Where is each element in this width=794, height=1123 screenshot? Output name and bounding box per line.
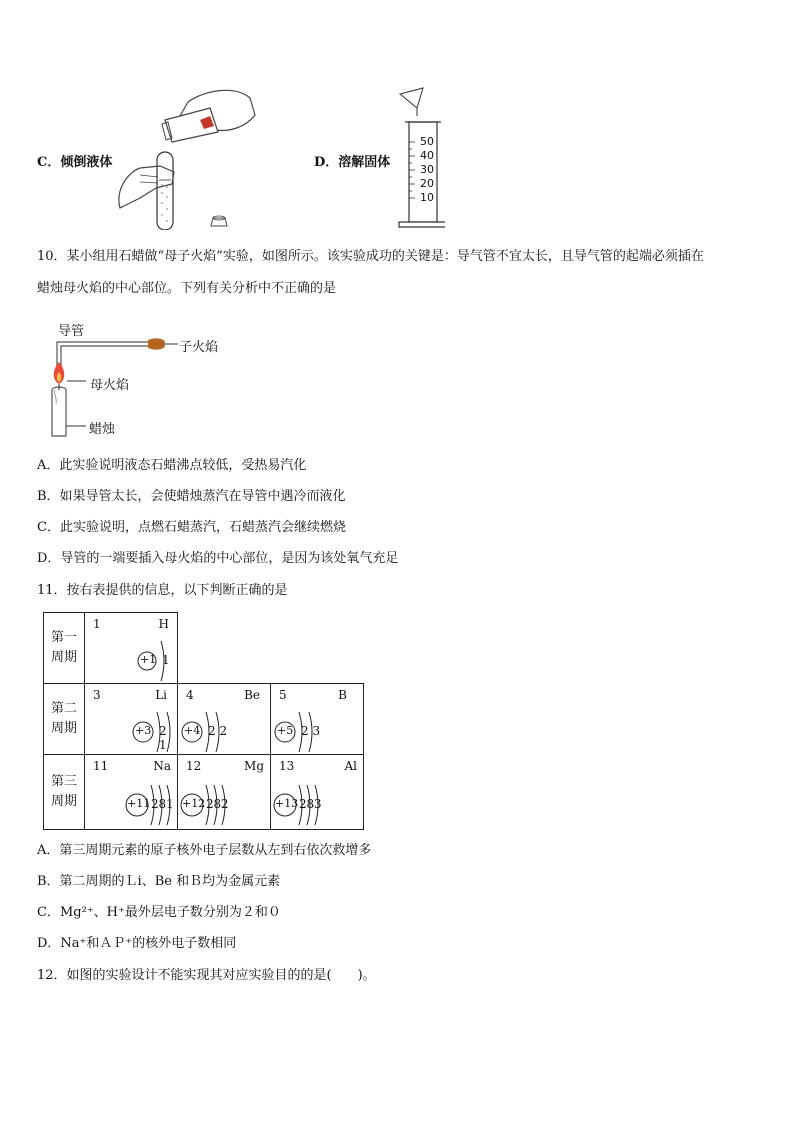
label-child-flame: 子火焰	[179, 340, 219, 355]
tick-50: 50	[420, 135, 434, 148]
q10-option-a: A．此实验说明液态石蜡沸点较低，受热易汽化	[37, 458, 307, 473]
label-mother-flame: 母火焰	[90, 378, 130, 393]
period-2-label: 第二周期	[44, 684, 85, 755]
element-cell-na: 11 Na +11 2 8 1	[85, 755, 178, 830]
tick-30: 30	[420, 163, 434, 176]
tick-40: 40	[420, 149, 434, 162]
option-c-label: C．倾倒液体	[37, 155, 113, 170]
q11-option-c: C．Mg²⁺、H⁺最外层电子数分别为２和０	[37, 905, 281, 920]
q10-option-b: B．如果导管太长，会使蜡烛蒸汽在导管中遇冷而液化	[37, 489, 346, 504]
q11-option-b: B．第二周期的Ｌi、Be 和Ｂ均为金属元素	[37, 874, 281, 889]
element-cell-li: 3 Li +3 2 1	[85, 684, 178, 755]
element-cell-b: 5 B +5 2 3	[271, 684, 364, 755]
q12-stem: 12．如图的实验设计不能实现其对应实验目的的是( )。	[37, 968, 376, 983]
element-cell-be: 4 Be +4 2 2	[178, 684, 271, 755]
tick-20: 20	[420, 177, 434, 190]
label-tube: 导管	[58, 324, 85, 339]
q11-stem: 11．按右表提供的信息，以下判断正确的是	[37, 583, 288, 598]
pouring-liquid-figure	[110, 80, 260, 230]
q11-option-a: A．第三周期元素的原子核外电子层数从左到右依次救增多	[37, 843, 372, 858]
periodic-table	[43, 612, 364, 830]
q10-stem-line2: 蜡烛母火焰的中心部位。下列有关分析中不正确的是	[37, 281, 337, 296]
element-cell-mg: 12 Mg +12 2 8 2	[178, 755, 271, 830]
atom-structure-h	[85, 613, 177, 683]
element-cell-h: 1 H +1 1	[85, 613, 178, 684]
period-1-label: 第一周期	[44, 613, 85, 684]
period-3-label: 第三周期	[44, 755, 85, 830]
q10-stem-line1: 10．某小组用石蜡做“母子火焰”实验，如图所示。该实验成功的关键是：导气管不宜太长，且导气管的起端必须插在	[37, 249, 704, 264]
option-d-label: D．溶解固体	[314, 155, 391, 170]
q10-option-d: D．导管的一端要插入母火焰的中心部位，是因为该处氧气充足	[37, 551, 399, 566]
tick-10: 10	[420, 191, 434, 204]
element-cell-al: 13 Al +13 2 8 3	[271, 755, 364, 830]
q11-option-d: D．Na⁺和ＡＰ⁺的核外电子数相同	[37, 936, 237, 951]
q10-option-c: C．此实验说明，点燃石蜡蒸汽，石蜡蒸汽会继续燃烧	[37, 520, 346, 535]
cylinder-tick-labels	[420, 135, 434, 205]
label-candle: 蜡烛	[89, 422, 116, 437]
